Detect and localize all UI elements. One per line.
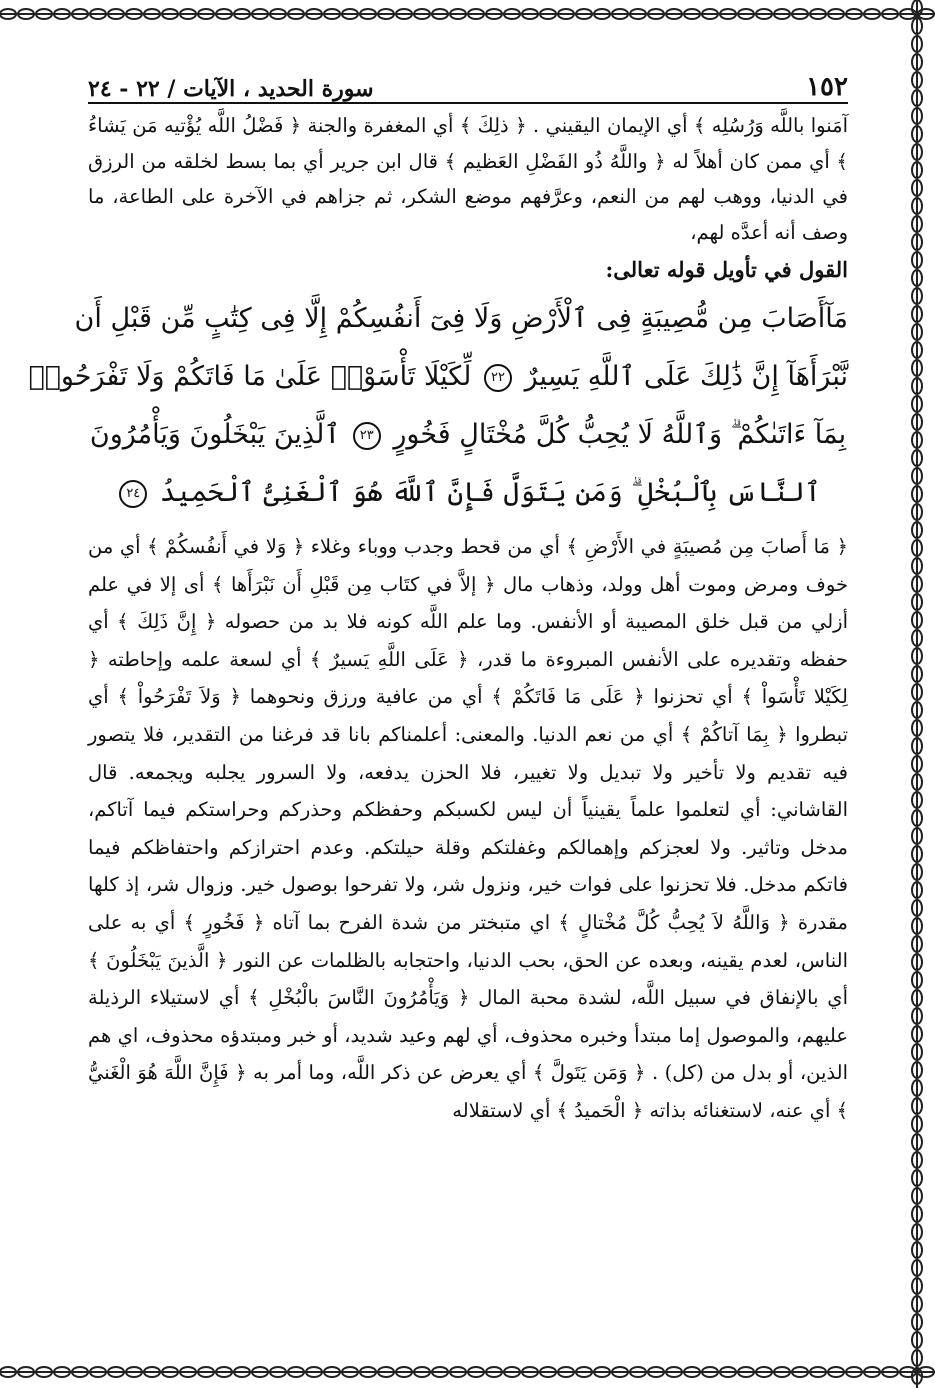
page-header bbox=[88, 62, 848, 104]
intro-paragraph: آمَنوا باللَّه وَرُسُلِه ﴾ أي الإيمان اليقيني . ﴿ ذلِكَ ﴾ أي المغفرة والجنة ﴿ فَضْلُ اللَّه يُؤْتيه مَن يَشاءُ ﴾ أي ممن كان أهلاً له ﴿ واللَّهُ ذُو الفَضْلِ العَظيم ﴾ قال ابن جرير أي بما بسط لخلقه من الرزق في الدنيا، ووهب لهم من النعم، وعرَّفهم موضع الشكر، ثم جزاهم في الآخرة على الطاعة، ما وصف أنه أعدَّه لهم، bbox=[88, 114, 848, 244]
chain-border-top bbox=[0, 0, 935, 28]
verse-line-2 bbox=[28, 348, 848, 406]
ayah-number-marker: ٢٢ bbox=[484, 364, 512, 392]
page-number: ١٥٢ bbox=[806, 72, 848, 102]
verse-line-3 bbox=[88, 406, 848, 464]
section-heading: القول في تأويل قوله تعالى: bbox=[605, 257, 848, 282]
commentary-paragraph: ﴿ مَا أَصابَ مِن مُصيبَةٍ في الأَرْضِ ﴾ أي من قحط وجدب ووباء وغلاء ﴿ وَلا في أَنفُسكُمْ ﴾ أي من خوف ومرض وموت أهل وولد، وذهاب مال ﴿ إلاَّ في كتَاب مِن قَبْلِ أَن نَبْرَأَها ﴾ أى إلا في علم أزلي من قبل خلق المصيبة أو الأنفس. وما علم اللَّه كونه فلا بد من حصوله ﴿ إِنَّ ذَلِكَ ﴾ أي حفظه وتقديره على الأنفس المبروءة ما قدر، ﴿ عَلَى اللَّهِ يَسيرٌ ﴾ أي لسعة علمه وإحاطته ﴿ لِكَيْلا تَأْسَواْ ﴾ أي تحزنوا ﴿ عَلَى مَا فَاتَكُمْ ﴾ أي من عافية ورزق ونحوهما ﴿ وَلاَ تَفْرَحُواْ ﴾ أي تبطروا ﴿ بِمَا آتاكُمْ ﴾ أي من نعم الدنيا. والمعنى: أعلمناكم بانا قد فرغنا من التقدير، فلا يتصور فيه تقديم ولا تأخير ولا تبديل ولا تغيير، فلا الحزن يدفعه، ولا السرور يجلبه ويجمعه. قال القاشاني: أي لتعلموا علماً يقينياً أن ليس لكسبكم وحفظكم وحذركم وحراستكم فيما آتاكم، مدخل وتاثير. ولا لعجزكم وإهمالكم وغفلتكم وقلة حيلتكم. وعدم احترازكم واحتفاظكم فيما فاتكم مدخل. فلا تحزنوا على فوات خير، ونزول شر، ولا تفرحوا بوصول خير. وزوال شر، إذ كلها مقدرة ﴿ وَاللَّهُ لاَ يُحِبُّ كُلَّ مُخْتالٍ ﴾ اي متبختر من شدة الفرح بما آتاه ﴿ فَخُورٍ ﴾ أي به على الناس، لعدم يقينه، وبعده عن الحق، بحب الدنيا، واحتجابه بالظلمات عن النور ﴿ الَّذينَ يَبْخَلُونَ ﴾ أي بالإنفاق في سبيل اللَّه، لشدة محبة المال ﴿ وَيَأْمُرُونَ النَّاسَ بالْبُخْلِ ﴾ أي لاستيلاء الرذيلة عليهم، والموصول إما مبتدأ وخبره محذوف، أي لهم وعيد شديد، أو خبر ومبتدؤه محذوف، اي هم الذين، أو بدل من (كل) . ﴿ وَمَن يَتَولَّ ﴾ أي يعرض عن ذكر اللَّه، وما أمر به ﴿ فَإِنَّ اللَّهَ هُوَ الْغَنيُّ ﴾ أي عنه، لاستغنائه بذاته ﴿ الْحَميدُ ﴾ أي لاستقلاله bbox=[88, 535, 848, 1122]
verse-line-1: مَآأَصَابَ مِن مُّصِيبَةٍ فِى ٱلْأَرْضِ وَلَا فِىٓ أَنفُسِكُمْ إِلَّا فِى كِتَٰبٍ مِّن قَبْلِ أَن bbox=[74, 303, 848, 334]
chain-border-bottom bbox=[0, 1358, 935, 1386]
chain-border-right bbox=[902, 0, 932, 1388]
verse-text: ٱلَّذِينَ يَبْخَلُونَ وَيَأْمُرُونَ bbox=[89, 419, 341, 450]
surah-title: سورة الحديد ، الآيات / ٢٢ - ٢٤ bbox=[88, 76, 374, 102]
book-page bbox=[28, 62, 848, 1130]
verse-text: نَّبْرَأَهَآ إِنَّ ذَٰلِكَ عَلَى ٱللَّهِ يَسِيرٌ bbox=[524, 361, 848, 392]
ayah-number-marker: ٢٤ bbox=[119, 480, 147, 508]
verse-text: ٱلنَّاسَ بِٱلْبُخْلِ ۗ وَمَن يَتَوَلَّ فَإِنَّ ٱللَّهَ هُوَ ٱلْغَنِىُّ ٱلْحَمِيدُ bbox=[159, 477, 821, 508]
verse-text: لِّكَيْلَا تَأْسَوْا۟ عَلَىٰ مَا فَاتَكُمْ وَلَا تَفْرَحُوا۟ bbox=[28, 361, 472, 392]
ayah-number-marker: ٢٣ bbox=[353, 422, 381, 450]
quran-verses bbox=[28, 290, 848, 522]
verse-text: بِمَآ ءَاتَىٰكُمْ ۗ وَٱللَّهُ لَا يُحِبُّ كُلَّ مُخْتَالٍ فَخُورٍ bbox=[393, 419, 847, 450]
verse-line-4 bbox=[88, 464, 848, 522]
